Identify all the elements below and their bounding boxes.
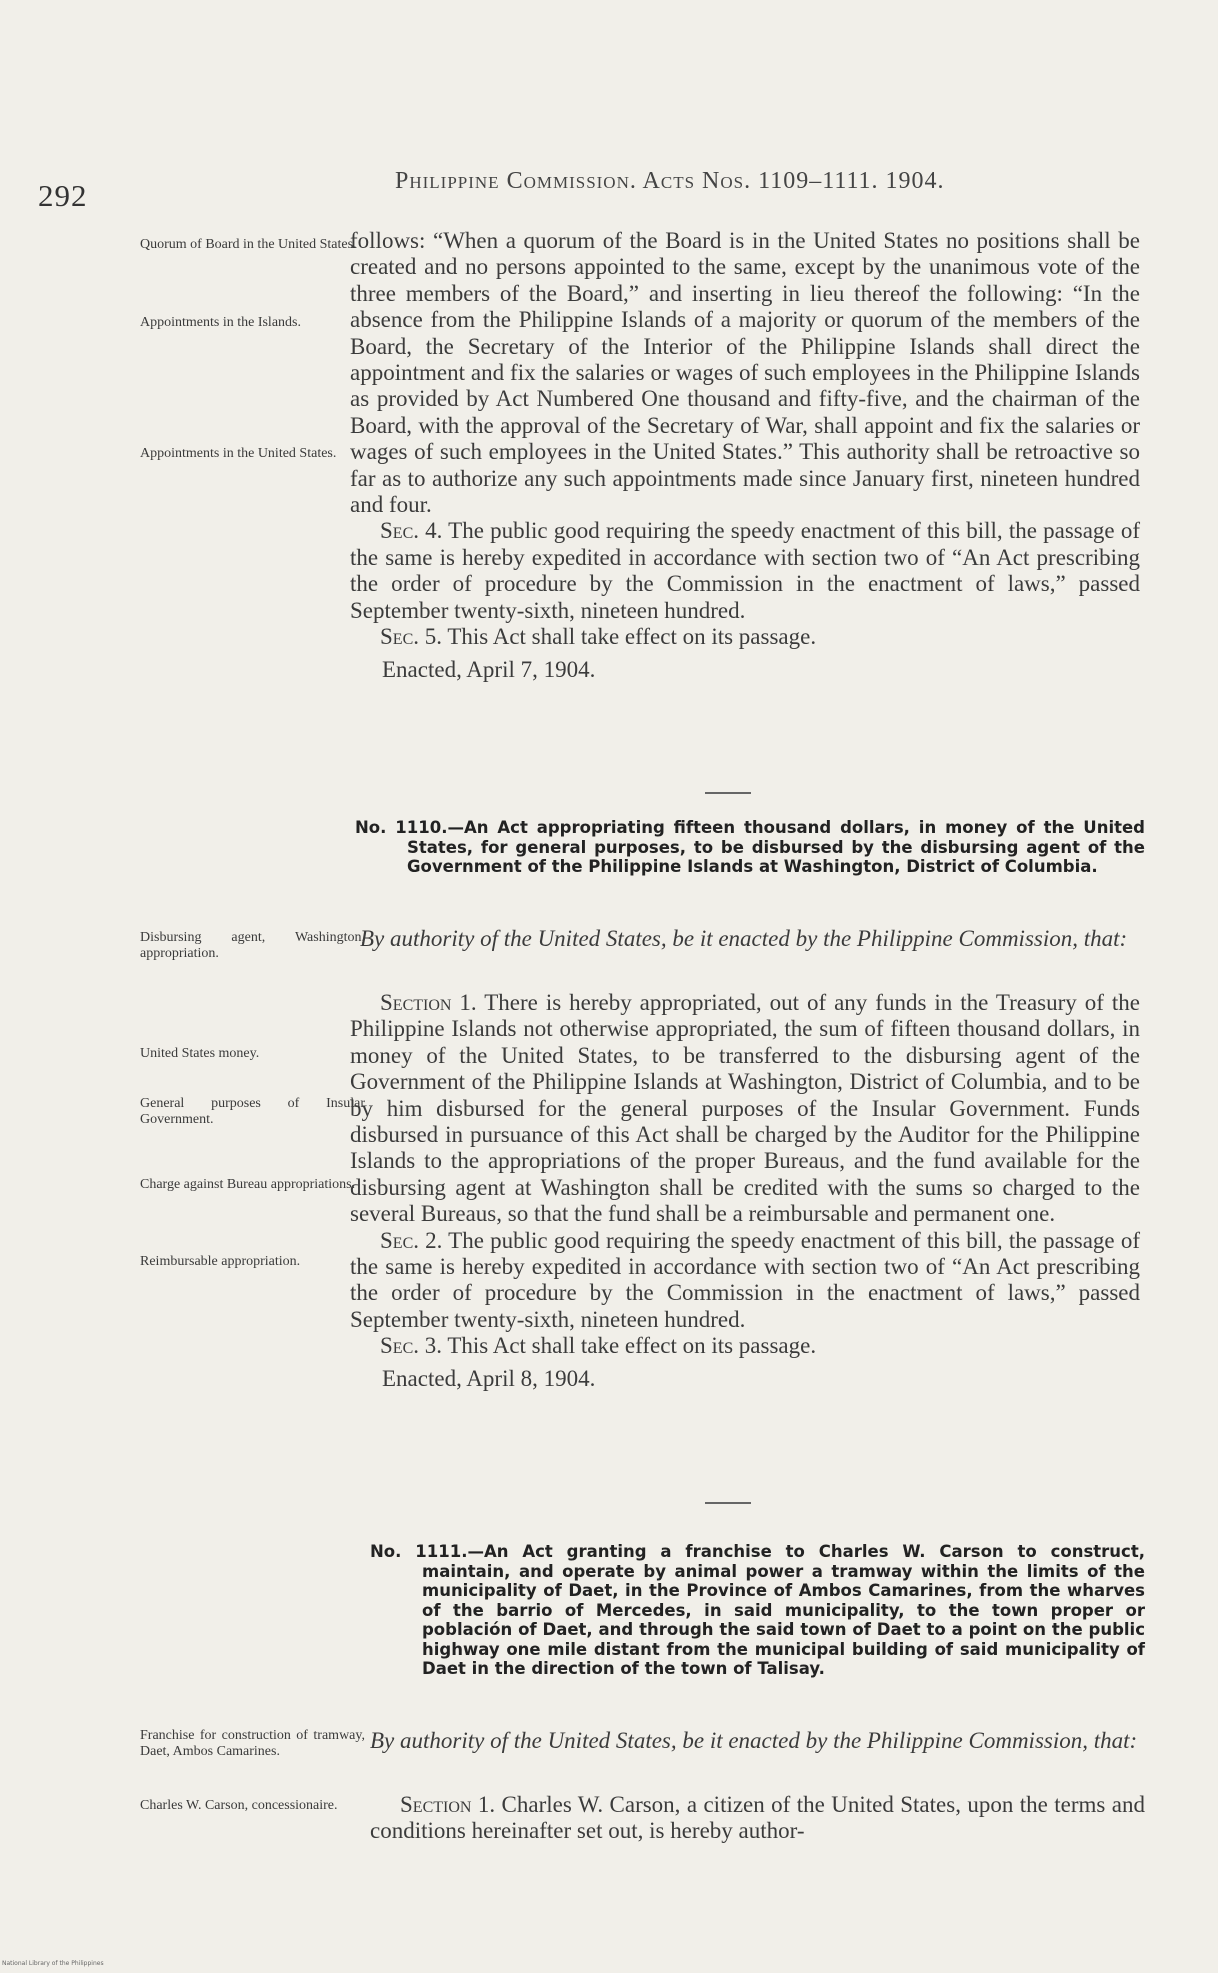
act-1109-paragraph: follows: “When a quorum of the Board is in the United States no positions shall be created and no persons appointed to the same, except by the unanimous vote of the three members of the Board,” and inserting in lieu thereof the following: “In the absence from the Philippine Islands of a majority or quorum of the members of the Board, the Secretary of the Interior of the Philippine Islands shall direct the appointment and fix the salaries or wages of such employees in the Philippine Islands as provided by Act Numbered One thousand and fifty-five, and the chairman of the Board, with the approval of the Secretary of War, shall appoint and fix the salaries or wages of such employees in the United States.” This authority shall be retroactive so far as to authorize any such appointments made since January first, nineteen hundred and four. [350,228,1140,518]
margin-note-reimbursable: Reimbursable appropriation. [140,1254,301,1269]
running-head: Philippine Commission. Acts Nos. 1109–1111. 1904. [395,168,945,194]
margin-note-appointments-us: Appointments in the United States. [140,446,337,461]
act-1110-section-2 [350,1228,1140,1334]
section-label: Section 1. [380,990,477,1015]
margin-note-us-money: United States money. [140,1046,260,1061]
section-text: There is hereby appropriated, out of any funds in the Treasury of the Philippine Islands not otherwise appropriated, the sum of fifteen thousand dollars, in money of the United States, to be transferred to the disbursing agent of the Government of the Philippine Islands at Washington, District of Columbia, and to be by him disbursed for the general purposes of the Insular Government. Funds disbursed in pursuance of this Act shall be charged by the Auditor for the Philippine Islands to the appropriations of the proper Bureaus, and the fund available for the disbursing agent at Washington shall be credited with the sums so charged to the several Bureaus, so that the fund shall be a reimbursable and permanent one. [350,990,1140,1227]
act-1111-title-text: No. 1111.—An Act granting a franchise to Charles W. Carson to construct, maintain, and operate by animal power a tramway within the limits of the municipality of Daet, in the Province of Ambos Camarines, from the wharves of the barrio of Mercedes, in said municipality, to the town proper or población of Daet, and through the said town of Daet to a point on the public highway one mile distant from the municipal building of said municipality of Daet in the direction of the town of Talisay. [370,1542,1145,1678]
act-1109-body [350,228,1140,683]
scan-footer: National Library of the Philippines [2,1960,104,1967]
margin-note-concessionaire: Charles W. Carson, concessionaire. [140,1798,338,1813]
section-label: Section 1. [400,1792,496,1817]
margin-note-franchise: Franchise for construction of tramway, Daet, Ambos Camarines. [140,1728,365,1759]
act-1110-section-1 [350,990,1140,1228]
act-1110-section-3 [350,1333,1140,1359]
margin-note-appointments-islands: Appointments in the Islands. [140,315,301,330]
margin-note-general-purposes: General purposes of Insular Government. [140,1096,365,1127]
margin-note-charge-bureau: Charge against Bureau appropriations. [140,1177,356,1192]
section-text: This Act shall take effect on its passage. [442,624,817,650]
act-1109-enacted: Enacted, April 7, 1904. [382,656,596,682]
act-1110-enacting-clause [360,926,1150,952]
section-label: Sec. 5. [380,624,442,650]
section-label: Sec. 3. [380,1333,442,1359]
act-1111-section-1 [370,1792,1145,1845]
section-label: Sec. 4. [380,518,443,544]
section-text: Charles W. Carson, a citizen of the United States, upon the terms and conditions hereinafter set out, is hereby author- [370,1792,1145,1844]
section-text: The public good requiring the speedy enactment of this bill, the passage of the same is hereby expedited in accordance with section two of “An Act prescribing the order of procedure by the Commission in the enactment of laws,” passed September twenty-sixth, nineteen hundred. [350,518,1140,623]
act-1110-title [355,818,1145,877]
act-1111-title [370,1542,1145,1679]
act-1110-title-text: No. 1110.—An Act appropriating fifteen thousand dollars, in money of the United States, for general purposes, to be disbursed by the disbursing agent of the Government of the Philippine Islands at Washington, District of Columbia. [355,818,1145,876]
section-divider [705,792,751,794]
enacting-clause-text: By authority of the United States, be it enacted by the Philippine Commission, that: [360,926,1128,951]
act-1110-enacted: Enacted, April 8, 1904. [382,1365,596,1391]
section-label: Sec. 2. [380,1227,443,1253]
section-divider [705,1502,751,1504]
margin-note-disbursing-agent: Disbursing agent, Washington, appropriation. [140,930,365,961]
act-1111-body [370,1792,1145,1845]
act-1109-section-5 [350,624,1140,650]
act-1111-enacting-clause [370,1728,1145,1754]
act-1109-section-4 [350,518,1140,624]
page-number: 292 [38,178,88,213]
section-text: The public good requiring the speedy enactment of this bill, the passage of the same is hereby expedited in accordance with section two of “An Act prescribing the order of procedure by the Commission in the enactment of laws,” passed September twenty-sixth, nineteen hundred. [350,1227,1140,1332]
enacting-clause-text: By authority of the United States, be it enacted by the Philippine Commission, that: [370,1728,1138,1753]
act-1110-body [350,990,1140,1392]
section-text: This Act shall take effect on its passage. [442,1333,817,1359]
margin-note-quorum: Quorum of Board in the United States. [140,237,357,252]
